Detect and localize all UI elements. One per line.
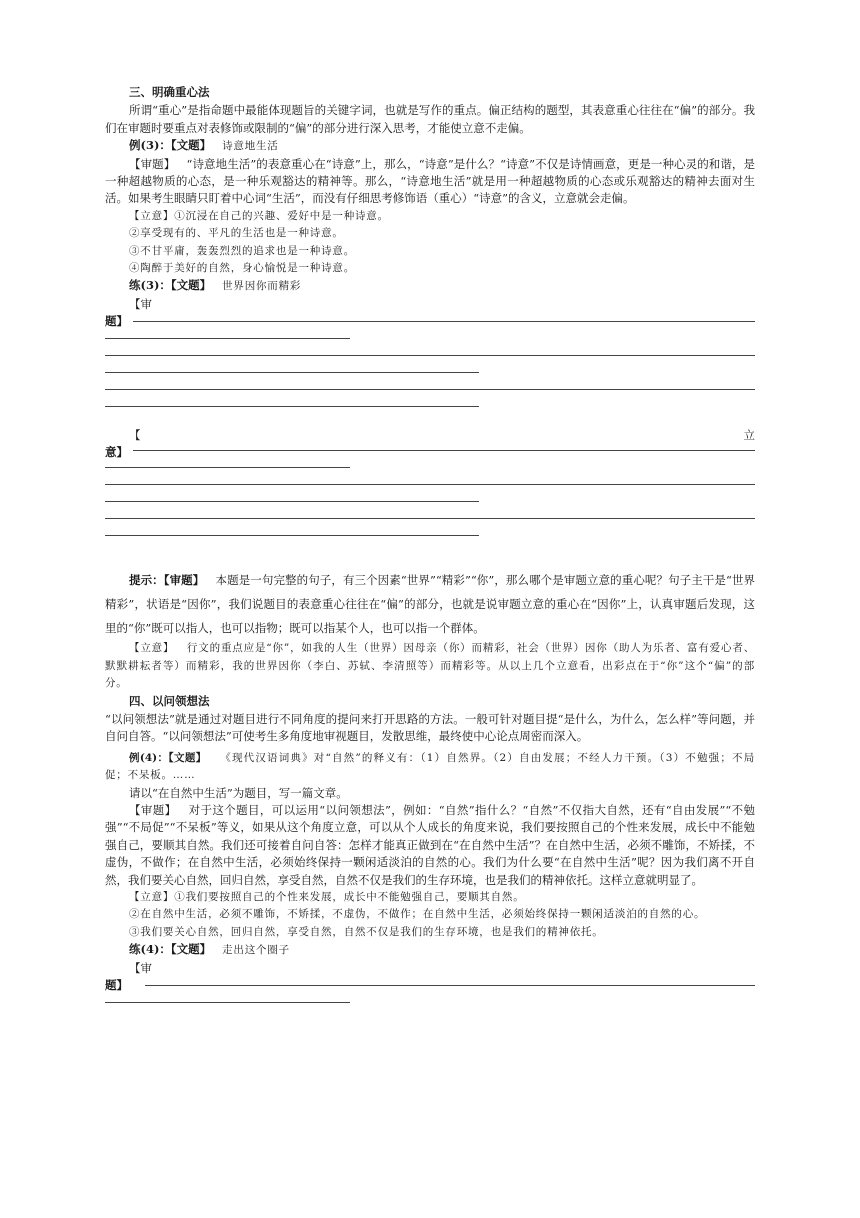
example-3-title: 诗意地生活 — [222, 140, 279, 153]
shenti-label: 【审题】 — [129, 802, 177, 817]
shenti-text: 对于这个题目，可以运用“以问领想法”，例如：“自然”指什么？“自然”不仅指大自然，还有“自由发展”“不勉强”“不局促”“不呆板”等义，如果从这个角度立意，可以从个人成长的角度来说，我们要按照自己的个性来发展，成长中不能勉强自己，要顺其自然。我们还可接着自问自答：怎样才能真正做到在“在自然中生活”？在自然中生活，必须不雕饰，不矫揉，不虚伪，不做作；在自然中生活，必须始终保持一颗闲适淡泊的自然的心。我们为什么要“在自然中生活”呢？因为我们离不开自然，我们要关心自然，回归自然，享受自然，自然不仅是我们的生存环境，也是我们的精神依托。这样立意就明显了。 — [105, 802, 756, 887]
example-4-text: 《现代汉语词典》对“自然”的释义有：（1）自然界。（2）自由发展；不经人力干预。（3）不勉强；不局促；不呆板。…… — [105, 751, 755, 782]
practice-4 — [105, 941, 755, 959]
liyi-label: 【立意】 — [129, 209, 175, 222]
hint-text: 本题是一句完整的句子，有三个因素“世界”“精彩”“你”，那么哪个是审题立意的重心呢？句子主干是“世界精彩”，状语是“因你”，我们说题目的表意重心往往在“偏”的部分，也就是说审题立意的重心在“因你”上，认真审题后发现，这里的“你”既可以指人，也可以指物；既可以指某个人，也可以指一个群体。 — [105, 573, 756, 636]
hint-3-liyi — [105, 640, 755, 692]
hint-3 — [105, 568, 755, 640]
example-4-label: 例(4)：【文题】 — [129, 751, 207, 764]
liyi-item: ④陶醉于美好的自然，身心愉悦是一种诗意。 — [129, 262, 355, 275]
answer-line[interactable] — [105, 351, 755, 370]
section-3-heading: 三、明确重心法 — [129, 85, 210, 99]
practice-3 — [105, 277, 755, 295]
example-3-label: 例(3)：【文题】 — [129, 138, 212, 153]
shenti-label: 【审题】 — [129, 156, 176, 171]
example-3-liyi-1 — [105, 208, 755, 225]
liyi-item: ②享受现有的、平凡的生活也是一种诗意。 — [129, 227, 344, 240]
example-4 — [105, 750, 755, 785]
example-3-shenti — [105, 156, 755, 208]
hint-label: 提示：【审题】 — [129, 573, 205, 588]
practice-3-title: 世界因你而精彩 — [222, 280, 302, 293]
practice-4-label: 练(4)：【文题】 — [129, 942, 212, 957]
answer-line[interactable] — [105, 520, 755, 539]
practice-3-label: 练(3)：【文题】 — [129, 278, 212, 293]
answer-line[interactable] — [105, 332, 755, 351]
practice-4-title: 走出这个圈子 — [222, 944, 290, 957]
li-label-bottom: 意】 — [105, 444, 132, 461]
section-4-intro: “以问领想法”就是通过对题目进行不同角度的提问来打开思路的方法。一般可针对题目提“是什么，为什么，怎么样”等问题，并自问自答。“以问领想法”可使考生多角度地审视题目，发散思维，最终使中心论点周密而深入。 — [105, 711, 755, 744]
liyi-label: 【立意】 — [129, 890, 175, 903]
answer-line[interactable] — [105, 408, 755, 427]
shen-label-top: 【审 — [129, 296, 152, 311]
liyi-item: ①沉浸在自己的兴趣、爱好中是一种诗意。 — [174, 209, 389, 222]
example-4-liyi-1 — [105, 889, 755, 906]
shen-label-top: 【审 — [129, 960, 152, 975]
section-3-intro: 所谓“重心”是指命题中最能体现题旨的关键字词，也就是写作的重点。偏正结构的题型，其表意重心往往在“偏”的部分。我们在审题时要重点对表修饰或限制的“偏”的部分进行深入思考，才能使立意不走偏。 — [105, 103, 755, 135]
answer-line[interactable] — [105, 539, 755, 558]
shen-label-bottom: 题】 — [105, 977, 132, 994]
li-label-row — [105, 427, 755, 444]
answer-line[interactable] — [105, 996, 755, 1015]
example-4-task: 请以“在自然中生活”为题目，写一篇文章。 — [129, 785, 348, 800]
answer-line[interactable] — [105, 482, 755, 501]
shenti-text: “诗意地生活”的表意重心在“诗意”上，那么，“诗意”是什么？“诗意”不仅是诗情画意，更是一种心灵的和谐，是一种超越物质的心态，是一种乐观豁达的精神等。那么，“诗意地生活”就是用一种超越物质的心态或乐观豁达的精神去面对生活。如果考生眼睛只盯着中心词“生活”，而没有仔细思考修饰语（重心）“诗意”的含义，立意就会走偏。 — [105, 156, 756, 206]
hint-liyi-label: 【立意】 — [129, 642, 175, 655]
answer-line[interactable] — [105, 463, 755, 482]
liyi-item: ①我们要按照自己的个性来发展，成长中不能勉强自己，要顺其自然。 — [174, 890, 525, 903]
answer-line[interactable] — [105, 444, 755, 463]
li-label-top: 【 — [129, 428, 141, 443]
answer-line[interactable] — [105, 313, 755, 332]
shen-label-bottom: 题】 — [105, 313, 132, 330]
answer-line[interactable] — [105, 977, 755, 996]
example-4-shenti — [105, 802, 755, 889]
section-4-heading: 四、以问领想法 — [129, 693, 210, 708]
liyi-item: ③我们要关心自然，回归自然，享受自然，自然不仅是我们的生存环境，也是我们的精神依托。 — [129, 925, 604, 938]
li-label-right: 立 — [743, 428, 755, 443]
document-page — [105, 84, 755, 1015]
answer-line[interactable] — [105, 370, 755, 389]
hint-liyi-text: 行文的重点应是“你”，如我的人生（世界）因母亲（你）而精彩，社会（世界）因你（助人为乐者、富有爱心者、默默耕耘者等）而精彩，我的世界因你（李白、苏轼、李清照等）而精彩等。从以上几个立意看，出彩点在于“你”这个“偏”的部分。 — [105, 642, 755, 690]
example-3 — [105, 137, 755, 155]
liyi-item: ②在自然中生活，必须不雕饰，不矫揉，不虚伪，不做作；在自然中生活，必须始终保持一颗闲适淡泊的自然的心。 — [129, 908, 706, 921]
liyi-item: ③不甘平庸，轰轰烈烈的追求也是一种诗意。 — [129, 244, 355, 257]
